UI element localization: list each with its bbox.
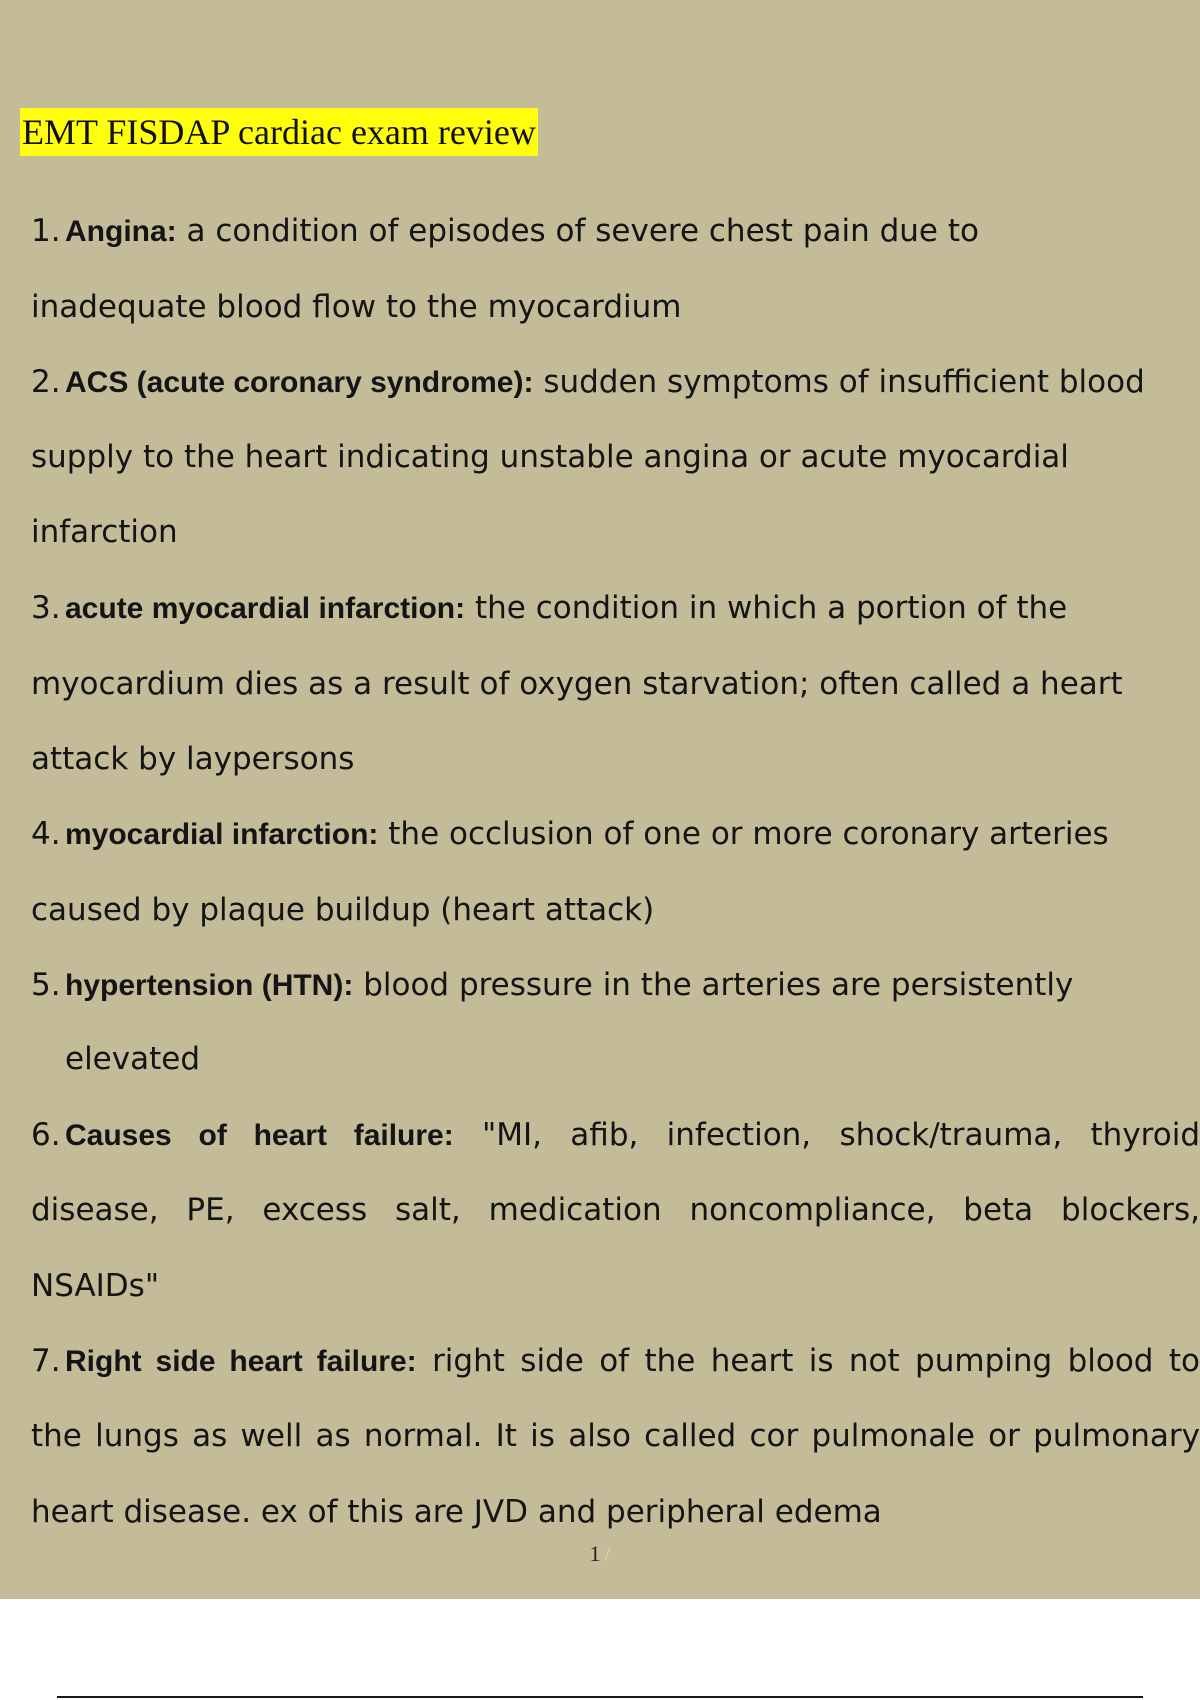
entry-line — [31, 1266, 1200, 1306]
entry-definition-text: the lungs as well as normal. It is also called cor pulmonale or pulmonary — [31, 1418, 1200, 1454]
entry-line — [31, 211, 1200, 251]
entry-line — [31, 1341, 1200, 1381]
entry-definition-text: inadequate blood flow to the myocardium — [31, 289, 682, 325]
entry-definition-text: infarction — [31, 514, 178, 550]
entry-line — [31, 512, 1200, 552]
entry-line — [31, 890, 1200, 930]
entry-line — [31, 437, 1200, 477]
entry-number: 4. — [31, 816, 61, 852]
entry-definition-text: supply to the heart indicating unstable angina or acute myocardial — [31, 439, 1069, 475]
entry-line — [31, 362, 1200, 402]
entry-definition-text: sudden symptoms of insufficient blood — [543, 364, 1145, 400]
page-number — [0, 1541, 1200, 1567]
entry-line — [31, 1492, 1200, 1532]
entry-line — [31, 739, 1200, 779]
entry-line — [31, 287, 1200, 327]
entry-definition-text: blood pressure in the arteries are persistently — [363, 967, 1074, 1003]
entry-number: 6. — [31, 1117, 61, 1153]
entry-line — [31, 1190, 1200, 1230]
entry-line — [31, 1416, 1200, 1456]
entry-number: 7. — [31, 1343, 61, 1379]
entry-term: ACS (acute coronary syndrome): — [65, 366, 534, 399]
entry-definition-text: "MI, afib, infection, shock/trauma, thyroid — [482, 1117, 1200, 1153]
entry-line — [31, 588, 1200, 628]
entry-term: myocardial infarction: — [65, 818, 379, 851]
entry-definition-text: attack by laypersons — [31, 741, 355, 777]
entry-term: Right side heart failure: — [65, 1345, 417, 1378]
entry-definition-text: the occlusion of one or more coronary arteries — [388, 816, 1109, 852]
entry-definition-text: NSAIDs" — [31, 1268, 160, 1304]
entry-line — [31, 664, 1200, 704]
entry-term: acute myocardial infarction: — [65, 592, 466, 625]
entry-definition-text: myocardium dies as a result of oxygen starvation; often called a heart — [31, 666, 1123, 702]
next-page-divider — [57, 1696, 1143, 1698]
page-number-separator: / — [604, 1541, 611, 1566]
entry-line — [31, 965, 1200, 1005]
entry-number: 3. — [31, 590, 61, 626]
entry-definition-text: caused by plaque buildup (heart attack) — [31, 892, 655, 928]
entry-line — [31, 1115, 1200, 1155]
entry-number: 5. — [31, 967, 61, 1003]
entry-definition-text: a condition of episodes of severe chest pain due to — [186, 213, 979, 249]
entry-definition-text: heart disease. ex of this are JVD and peripheral edema — [31, 1494, 882, 1530]
entry-line — [65, 1039, 1200, 1079]
entry-definition-text: disease, PE, excess salt, medication noncompliance, beta blockers, — [31, 1192, 1200, 1228]
entry-term: Angina: — [65, 215, 177, 248]
entry-line — [31, 814, 1200, 854]
document-title: EMT FISDAP cardiac exam review — [20, 108, 538, 156]
entry-number: 1. — [31, 213, 61, 249]
entry-term: Causes of heart failure: — [65, 1119, 454, 1152]
entry-definition-text: right side of the heart is not pumping blood to — [432, 1343, 1200, 1379]
entry-term: hypertension (HTN): — [65, 969, 354, 1002]
entry-definition-text: elevated — [65, 1041, 201, 1077]
entry-number: 2. — [31, 364, 61, 400]
page-number-value: 1 — [589, 1541, 601, 1566]
entry-definition-text: the condition in which a portion of the — [474, 590, 1068, 626]
